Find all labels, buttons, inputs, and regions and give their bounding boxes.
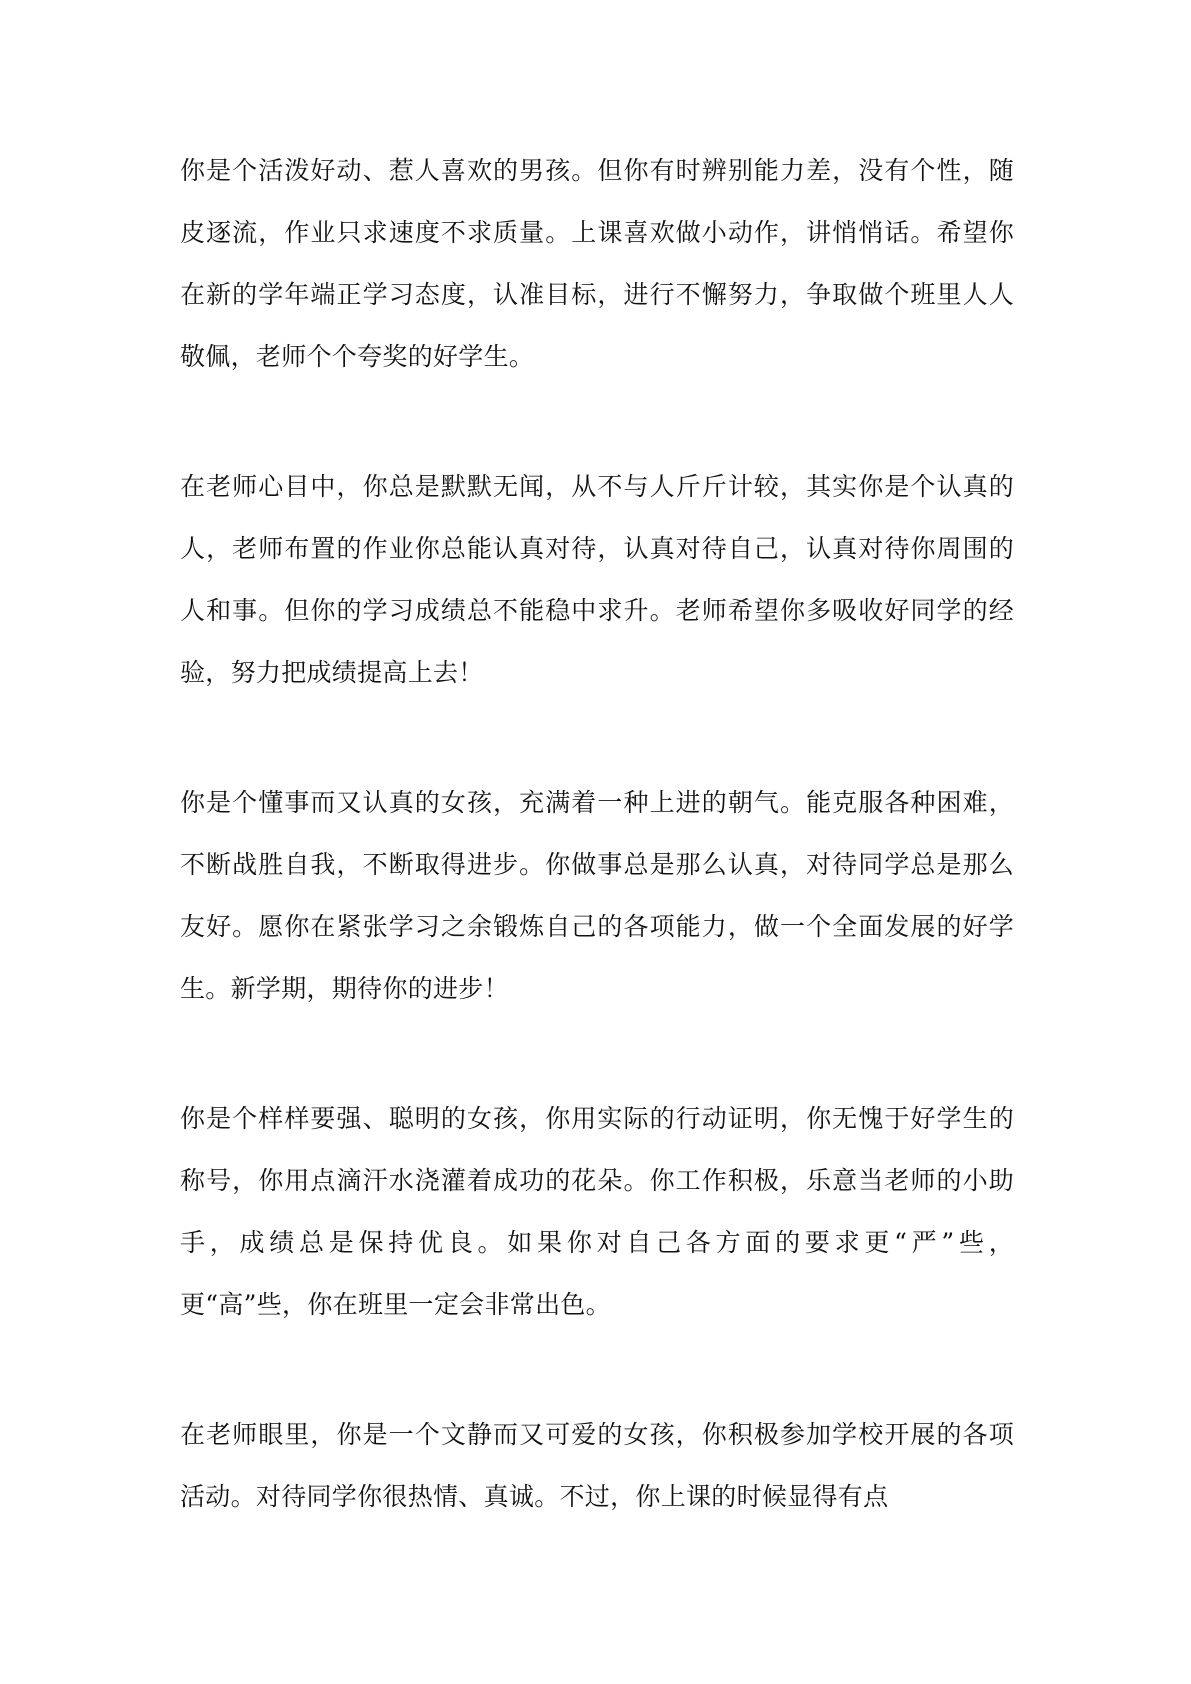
comment-paragraph-4: 你是个样样要强、聪明的女孩，你用实际的行动证明，你无愧于好学生的称号，你用点滴汗水浇灌着成功的花朵。你工作积极，乐意当老师的小助手，成绩总是保持优良。如果你对自己各方面的要求更“严”些，更“高”些，你在班里一定会非常出色。	[180, 1104, 1014, 1319]
comment-paragraph-3: 你是个懂事而又认真的女孩，充满着一种上进的朝气。能克服各种困难，不断战胜自我，不断取得进步。你做事总是那么认真，对待同学总是那么友好。愿你在紧张学习之余锻炼自己的各项能力，做一个全面发展的好学生。新学期，期待你的进步！	[180, 788, 1014, 1003]
comment-paragraph-5: 在老师眼里，你是一个文静而又可爱的女孩，你积极参加学校开展的各项活动。对待同学你很热情、真诚。不过，你上课的时候显得有点	[180, 1420, 1014, 1511]
comment-paragraph-1: 你是个活泼好动、惹人喜欢的男孩。但你有时辨别能力差，没有个性，随皮逐流，作业只求速度不求质量。上课喜欢做小动作，讲悄悄话。希望你在新的学年端正学习态度，认准目标，进行不懈努力，争取做个班里人人敬佩，老师个个夸奖的好学生。	[180, 156, 1014, 371]
comment-paragraph-2: 在老师心目中，你总是默默无闻，从不与人斤斤计较，其实你是个认真的人，老师布置的作业你总能认真对待，认真对待自己，认真对待你周围的人和事。但你的学习成绩总不能稳中求升。老师希望你多吸收好同学的经验，努力把成绩提高上去！	[180, 472, 1014, 687]
document-body	[180, 140, 1014, 1528]
